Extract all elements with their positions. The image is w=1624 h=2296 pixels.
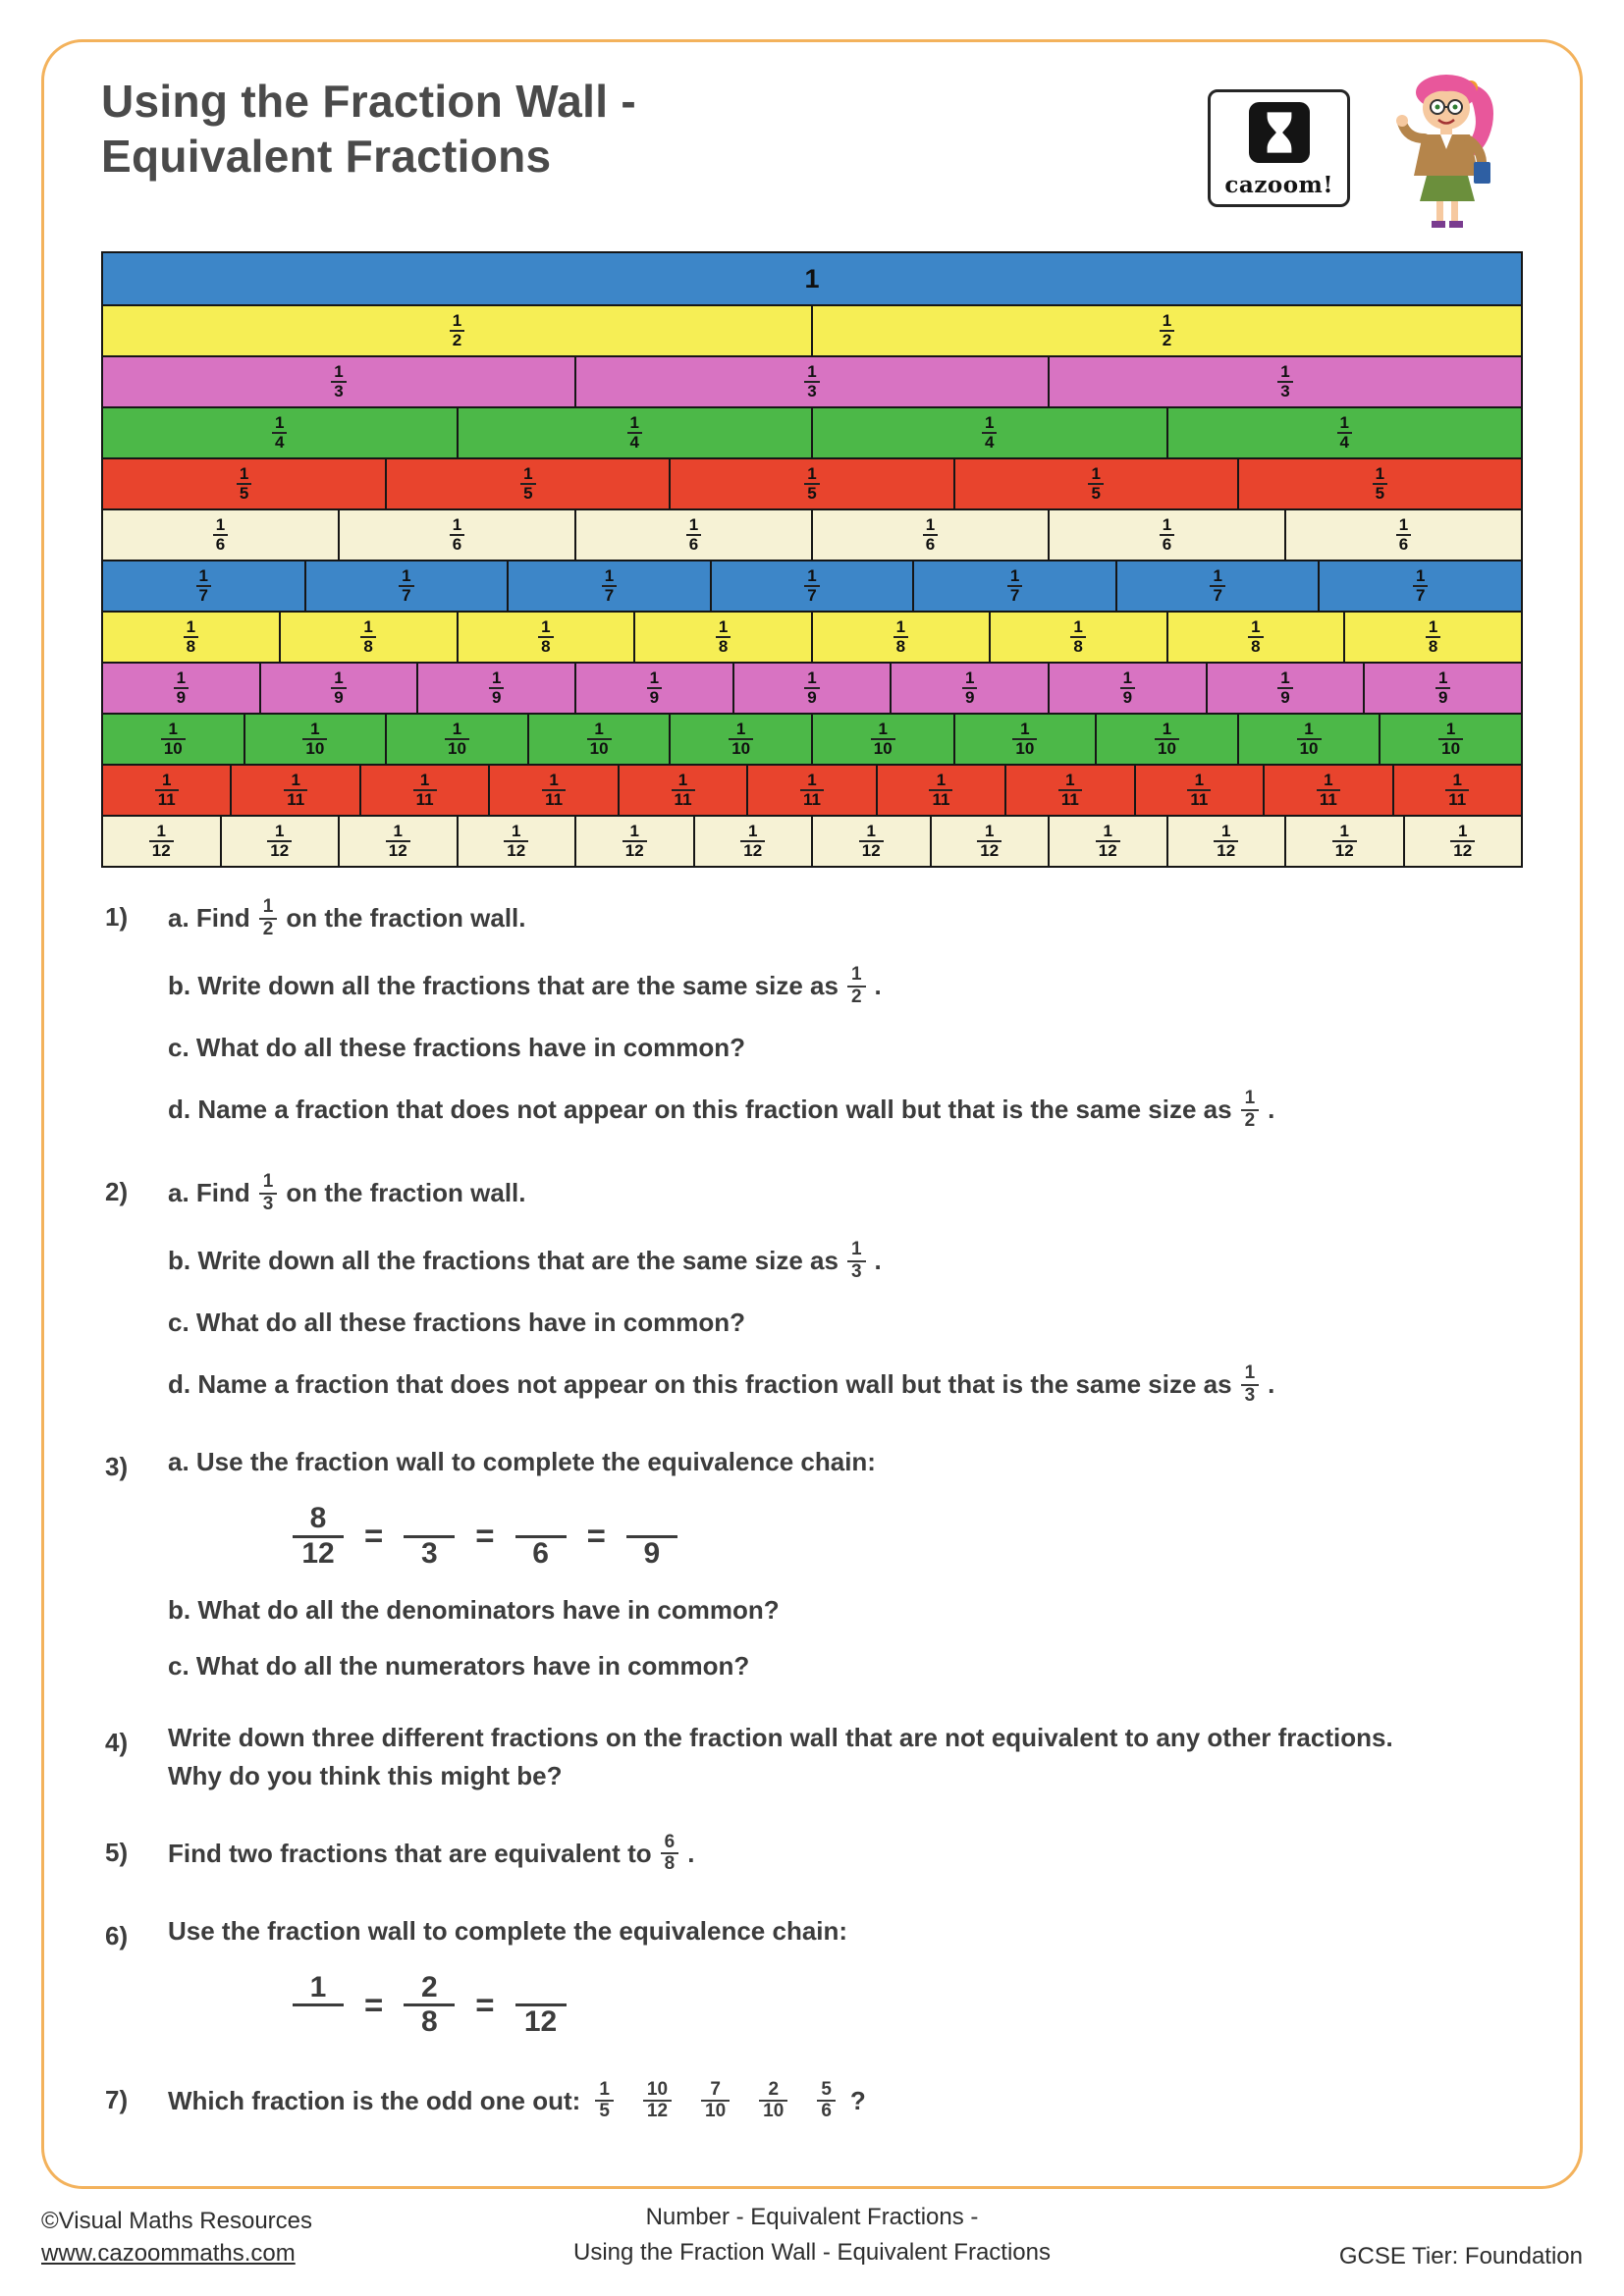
wall-fraction: $\frac{1}{12}$ bbox=[977, 823, 1001, 861]
question-line bbox=[168, 1651, 1523, 1682]
equivalence-chain bbox=[284, 1972, 1523, 2039]
fraction-wall-cell bbox=[1284, 510, 1521, 560]
question-line bbox=[168, 965, 1523, 1007]
fraction-wall-row-11 bbox=[103, 764, 1521, 815]
inline-fraction: $\frac{1}{3}$ bbox=[259, 1172, 278, 1214]
fraction-wall-cell bbox=[890, 664, 1048, 713]
fraction-wall-cell bbox=[1284, 817, 1403, 866]
fraction-wall-cell bbox=[1166, 613, 1344, 662]
wall-fraction: $\frac{1}{7}$ bbox=[1007, 567, 1022, 606]
fraction-wall-cell bbox=[574, 664, 732, 713]
fraction-wall-cell bbox=[1237, 459, 1521, 508]
header bbox=[101, 68, 1523, 238]
inline-fraction: $\frac{2}{8}$ bbox=[404, 1972, 455, 2039]
page-title-line-2: Equivalent Fractions bbox=[101, 131, 552, 183]
question-line bbox=[168, 1447, 1523, 1477]
fraction-wall-cell bbox=[507, 561, 710, 611]
fraction-wall-cell bbox=[103, 306, 811, 355]
wall-fraction: $\frac{1}{12}$ bbox=[267, 823, 292, 861]
wall-fraction: $\frac{1}{11}$ bbox=[672, 772, 695, 810]
wall-fraction: $\frac{1}{6}$ bbox=[686, 516, 701, 555]
footer bbox=[41, 2200, 1583, 2270]
fraction-wall-cell bbox=[338, 510, 574, 560]
wall-fraction: $\frac{1}{10}$ bbox=[1438, 721, 1463, 759]
fraction-wall-cell bbox=[618, 766, 746, 815]
wall-fraction: $\frac{1}{12}$ bbox=[386, 823, 410, 861]
fraction-wall-cell bbox=[811, 715, 953, 764]
fraction-wall-cell bbox=[1363, 664, 1521, 713]
question-line bbox=[168, 1595, 1523, 1626]
wall-fraction: $\frac{1}{5}$ bbox=[520, 465, 535, 504]
question-body bbox=[168, 1447, 1523, 1682]
footer-tier: GCSE Tier: Foundation bbox=[1338, 2243, 1583, 2269]
wall-fraction: $\frac{1}{2}$ bbox=[450, 312, 464, 350]
wall-fraction: $\frac{1}{9}$ bbox=[1277, 669, 1292, 708]
wall-fraction: $\frac{1}{8}$ bbox=[1248, 618, 1263, 657]
wall-fraction: $\frac{1}{5}$ bbox=[1088, 465, 1103, 504]
wall-fraction: $\frac{1}{9}$ bbox=[1435, 669, 1450, 708]
fraction-wall-cell bbox=[1048, 357, 1521, 406]
fraction-wall-cell bbox=[710, 561, 913, 611]
wall-fraction: $\frac{1}{10}$ bbox=[729, 721, 753, 759]
question-body bbox=[168, 1916, 1523, 2039]
wall-fraction: $\frac{1}{3}$ bbox=[804, 363, 819, 401]
wall-fraction: $\frac{1}{5}$ bbox=[804, 465, 819, 504]
fraction-wall-cell bbox=[732, 664, 891, 713]
fraction-wall-row-2 bbox=[103, 304, 1521, 355]
page-title bbox=[101, 74, 1208, 184]
wall-fraction: $\frac{1}{11}$ bbox=[542, 772, 566, 810]
fraction-wall-cell bbox=[304, 561, 508, 611]
fraction-wall-cell bbox=[1115, 561, 1319, 611]
wall-fraction: $\frac{1}{12}$ bbox=[1096, 823, 1120, 861]
wall-fraction: $\frac{1}{11}$ bbox=[1187, 772, 1211, 810]
inline-fraction: 6 bbox=[515, 1503, 567, 1570]
fraction-wall-cell bbox=[1318, 561, 1521, 611]
wall-fraction: $\frac{1}{12}$ bbox=[149, 823, 174, 861]
wall-fraction: $\frac{1}{2}$ bbox=[1160, 312, 1174, 350]
question-body bbox=[168, 897, 1523, 1131]
fraction-wall-cell bbox=[244, 715, 386, 764]
fraction-wall-cell bbox=[259, 664, 417, 713]
wall-fraction: $\frac{1}{8}$ bbox=[360, 618, 375, 657]
wall-fraction: $\frac{1}{6}$ bbox=[1396, 516, 1411, 555]
fraction-wall-cell bbox=[930, 817, 1049, 866]
worksheet-page bbox=[41, 39, 1583, 2189]
question-6 bbox=[105, 1916, 1523, 2039]
question-body bbox=[168, 2080, 1523, 2122]
wall-fraction: $\frac{1}{5}$ bbox=[1373, 465, 1387, 504]
wall-fraction: $\frac{1}{11}$ bbox=[155, 772, 179, 810]
question-text: . bbox=[874, 971, 882, 1001]
question-text: = bbox=[364, 1518, 384, 1555]
wall-fraction: $\frac{1}{11}$ bbox=[1445, 772, 1469, 810]
footer-topic-line-1: Number - Equivalent Fractions - bbox=[645, 2204, 979, 2230]
cazoom-logo-text: cazoom! bbox=[1224, 172, 1333, 198]
cazoom-glass-icon bbox=[1249, 102, 1310, 168]
wall-fraction: $\frac{1}{9}$ bbox=[804, 669, 819, 708]
wall-fraction: $\frac{1}{12}$ bbox=[1214, 823, 1238, 861]
question-line bbox=[168, 897, 1523, 939]
inline-fraction: $\frac{8}{12}$ bbox=[293, 1503, 344, 1570]
fraction-wall-cell bbox=[338, 817, 457, 866]
footer-left bbox=[41, 2205, 427, 2270]
fraction-wall-cell bbox=[811, 306, 1521, 355]
question-7 bbox=[105, 2080, 1523, 2122]
question-line bbox=[168, 1761, 1523, 1791]
inline-fraction: $\frac{1}{2}$ bbox=[259, 897, 278, 939]
question-text: = bbox=[475, 1986, 495, 2023]
wall-fraction: $\frac{1}{10}$ bbox=[587, 721, 612, 759]
page-title-line-1: Using the Fraction Wall - bbox=[101, 76, 637, 127]
fraction-wall-cell bbox=[746, 766, 875, 815]
question-text: b. What do all the denominators have in common? bbox=[168, 1594, 780, 1625]
fraction-wall-cell bbox=[574, 357, 1048, 406]
fraction-wall-cell bbox=[1095, 715, 1237, 764]
wall-fraction: $\frac{1}{11}$ bbox=[800, 772, 824, 810]
inline-fraction: $\frac{5}{6}$ bbox=[817, 2080, 836, 2122]
fraction-wall-cell bbox=[811, 510, 1048, 560]
fraction-wall-row-4 bbox=[103, 406, 1521, 457]
wall-fraction: $\frac{1}{8}$ bbox=[1070, 618, 1085, 657]
fraction-wall-cell bbox=[279, 613, 457, 662]
wall-fraction: $\frac{1}{12}$ bbox=[504, 823, 528, 861]
question-text: a. Find bbox=[168, 903, 250, 934]
wall-fraction: $\frac{1}{6}$ bbox=[1160, 516, 1174, 555]
question-line bbox=[168, 1033, 1523, 1063]
wall-fraction: $\frac{1}{8}$ bbox=[893, 618, 908, 657]
fraction-wall-cell bbox=[989, 613, 1166, 662]
fraction-wall-cell bbox=[1048, 817, 1166, 866]
fraction-wall-row-3 bbox=[103, 355, 1521, 406]
fraction-wall-cell bbox=[103, 817, 220, 866]
inline-fraction: $\frac{1}{3}$ bbox=[847, 1240, 866, 1282]
question-text: a. Use the fraction wall to complete the equivalence chain: bbox=[168, 1447, 876, 1477]
question-line bbox=[168, 1172, 1523, 1214]
fraction-wall-cell bbox=[103, 357, 574, 406]
question-line bbox=[168, 1308, 1523, 1338]
fraction-wall-cell bbox=[574, 817, 693, 866]
fraction-wall-cell bbox=[876, 766, 1004, 815]
fraction-wall-cell bbox=[385, 715, 527, 764]
fraction-wall-cell bbox=[457, 613, 634, 662]
question-number: 6) bbox=[105, 1921, 129, 1950]
fraction-wall-cell bbox=[811, 408, 1166, 457]
fraction-wall-cell bbox=[1403, 817, 1522, 866]
fraction-wall-row-10 bbox=[103, 713, 1521, 764]
wall-fraction: $\frac{1}{9}$ bbox=[331, 669, 346, 708]
fraction-wall-row-6 bbox=[103, 508, 1521, 560]
question-text: d. Name a fraction that does not appear on this fraction wall but that is the same size as bbox=[168, 1369, 1232, 1400]
fraction-wall-cell bbox=[669, 459, 952, 508]
fraction-wall-cell bbox=[103, 510, 338, 560]
fraction-wall-cell bbox=[1004, 766, 1133, 815]
wall-fraction: $\frac{1}{10}$ bbox=[1155, 721, 1179, 759]
fraction-wall-cell bbox=[953, 459, 1237, 508]
fraction-wall-cell bbox=[669, 715, 811, 764]
question-line bbox=[168, 1240, 1523, 1282]
fraction-wall-cell bbox=[1343, 613, 1521, 662]
inline-fraction: $\frac{7}{10}$ bbox=[701, 2080, 730, 2122]
inline-fraction: $\frac{10}{12}$ bbox=[643, 2080, 672, 2122]
fraction-wall-cell bbox=[103, 253, 1521, 304]
footer-center bbox=[427, 2200, 1198, 2270]
question-3 bbox=[105, 1447, 1523, 1682]
fraction-wall-cell bbox=[1237, 715, 1380, 764]
question-text: Find two fractions that are equivalent to bbox=[168, 1838, 652, 1868]
fraction-wall-cell bbox=[103, 613, 279, 662]
question-text: c. What do all the numerators have in common? bbox=[168, 1650, 750, 1681]
question-line bbox=[168, 1723, 1523, 1753]
question-text: on the fraction wall. bbox=[286, 903, 526, 934]
fraction-wall-cell bbox=[457, 408, 812, 457]
question-text: = bbox=[364, 1986, 384, 2023]
fraction-wall-cell bbox=[1166, 817, 1285, 866]
question-text: . bbox=[874, 1246, 882, 1276]
question-line bbox=[168, 2080, 1523, 2122]
wall-fraction: $\frac{1}{4}$ bbox=[1337, 414, 1352, 453]
question-text: c. What do all these fractions have in common? bbox=[168, 1308, 745, 1338]
inline-fraction: 3 bbox=[404, 1503, 455, 1570]
copyright-text: ©Visual Maths Resources bbox=[41, 2207, 313, 2234]
wall-fraction: $\frac{1}{6}$ bbox=[923, 516, 938, 555]
fraction-wall-row-5 bbox=[103, 457, 1521, 508]
wall-fraction: $\frac{1}{9}$ bbox=[1120, 669, 1135, 708]
fraction-wall-cell bbox=[1206, 664, 1364, 713]
wall-fraction: $\frac{1}{7}$ bbox=[1413, 567, 1428, 606]
wall-fraction: $\frac{1}{6}$ bbox=[450, 516, 464, 555]
wall-fraction: $\frac{1}{8}$ bbox=[1426, 618, 1440, 657]
wall-fraction: $\frac{1}{4}$ bbox=[627, 414, 642, 453]
question-body bbox=[168, 1833, 1523, 1875]
wall-fraction: $\frac{1}{7}$ bbox=[399, 567, 413, 606]
fraction-wall-cell bbox=[953, 715, 1096, 764]
inline-fraction: $\frac{1}{5}$ bbox=[595, 2080, 614, 2122]
inline-fraction: $\frac{1}{3}$ bbox=[1241, 1363, 1260, 1406]
wall-fraction: $\frac{1}{7}$ bbox=[1210, 567, 1224, 606]
fraction-wall-cell bbox=[220, 817, 339, 866]
question-text: Which fraction is the odd one out: bbox=[168, 2085, 581, 2115]
fraction-wall-cell bbox=[811, 817, 930, 866]
wall-fraction: $\frac{1}{11}$ bbox=[1317, 772, 1340, 810]
fraction-wall-cell bbox=[1048, 510, 1284, 560]
fraction-wall-cell bbox=[103, 561, 304, 611]
wall-fraction: $\frac{1}{10}$ bbox=[302, 721, 327, 759]
wall-fraction: $\frac{1}{9}$ bbox=[962, 669, 977, 708]
wall-fraction: $\frac{1}{8}$ bbox=[184, 618, 198, 657]
whole-label: 1 bbox=[804, 263, 820, 294]
wall-fraction: $\frac{1}{7}$ bbox=[196, 567, 211, 606]
question-line bbox=[168, 1916, 1523, 1947]
question-text: . bbox=[687, 1838, 695, 1868]
fraction-wall-cell bbox=[103, 408, 457, 457]
fraction-wall-cell bbox=[574, 510, 811, 560]
fraction-wall-cell bbox=[416, 664, 574, 713]
fraction-wall-cell bbox=[527, 715, 670, 764]
fraction-wall-cell bbox=[359, 766, 488, 815]
question-body bbox=[168, 1723, 1523, 1791]
wall-fraction: $\frac{1}{11}$ bbox=[413, 772, 437, 810]
wall-fraction: $\frac{1}{5}$ bbox=[237, 465, 251, 504]
wall-fraction: $\frac{1}{9}$ bbox=[647, 669, 662, 708]
fraction-wall-cell bbox=[385, 459, 669, 508]
fraction-wall-cell bbox=[1166, 408, 1522, 457]
question-text: . bbox=[1268, 1369, 1275, 1400]
fraction-wall-cell bbox=[488, 766, 617, 815]
wall-fraction: $\frac{1}{4}$ bbox=[982, 414, 997, 453]
fraction-wall-row-12 bbox=[103, 815, 1521, 866]
cazoom-logo bbox=[1208, 89, 1350, 207]
question-text: ? bbox=[849, 2085, 866, 2115]
question-number: 1) bbox=[105, 902, 129, 932]
wall-fraction: $\frac{1}{8}$ bbox=[716, 618, 731, 657]
wall-fraction: $\frac{1}{12}$ bbox=[859, 823, 884, 861]
question-number: 7) bbox=[105, 2084, 129, 2114]
question-text: b. Write down all the fractions that are the same size as bbox=[168, 971, 839, 1001]
fraction-wall-row-7 bbox=[103, 560, 1521, 611]
fraction-wall-cell bbox=[1134, 766, 1263, 815]
question-line bbox=[168, 1363, 1523, 1406]
question-text: . bbox=[1268, 1095, 1275, 1125]
question-text: c. What do all these fractions have in common? bbox=[168, 1033, 745, 1063]
fraction-wall-cell bbox=[103, 664, 259, 713]
wall-fraction: $\frac{1}{10}$ bbox=[1012, 721, 1037, 759]
wall-fraction: $\frac{1}{6}$ bbox=[213, 516, 228, 555]
question-number: 2) bbox=[105, 1177, 129, 1207]
wall-fraction: $\frac{1}{3}$ bbox=[1277, 363, 1292, 401]
fraction-wall-row-1 bbox=[103, 253, 1521, 304]
fraction-wall-row-9 bbox=[103, 662, 1521, 713]
fraction-wall-cell bbox=[103, 766, 230, 815]
fraction-wall-cell bbox=[1263, 766, 1391, 815]
wall-fraction: $\frac{1}{9}$ bbox=[489, 669, 504, 708]
wall-fraction: $\frac{1}{11}$ bbox=[284, 772, 307, 810]
teacher-cartoon-illustration bbox=[1376, 68, 1523, 238]
wall-fraction: $\frac{1}{10}$ bbox=[161, 721, 186, 759]
footer-topic-line-2: Using the Fraction Wall - Equivalent Fractions bbox=[573, 2239, 1051, 2266]
fraction-wall-row-8 bbox=[103, 611, 1521, 662]
fraction-wall-cell bbox=[230, 766, 358, 815]
equivalence-chain bbox=[284, 1503, 1523, 1570]
wall-fraction: $\frac{1}{12}$ bbox=[1332, 823, 1357, 861]
wall-fraction: $\frac{1}{12}$ bbox=[1450, 823, 1475, 861]
inline-fraction: $\frac{6}{8}$ bbox=[661, 1833, 679, 1875]
fraction-wall-cell bbox=[1392, 766, 1521, 815]
wall-fraction: $\frac{1}{10}$ bbox=[1297, 721, 1322, 759]
wall-fraction: $\frac{1}{10}$ bbox=[871, 721, 895, 759]
question-text: = bbox=[586, 1518, 606, 1555]
fraction-wall-cell bbox=[1048, 664, 1206, 713]
question-text: Why do you think this might be? bbox=[168, 1760, 563, 1790]
question-2 bbox=[105, 1172, 1523, 1406]
inline-fraction: 9 bbox=[626, 1503, 677, 1570]
inline-fraction: $\frac{1}{2}$ bbox=[847, 965, 866, 1007]
wall-fraction: $\frac{1}{12}$ bbox=[623, 823, 647, 861]
wall-fraction: $\frac{1}{7}$ bbox=[602, 567, 617, 606]
website-link[interactable]: www.cazoommaths.com bbox=[41, 2240, 296, 2268]
question-number: 3) bbox=[105, 1452, 129, 1482]
question-text: on the fraction wall. bbox=[286, 1178, 526, 1208]
fraction-wall-cell bbox=[912, 561, 1115, 611]
question-text: Use the fraction wall to complete the equivalence chain: bbox=[168, 1916, 848, 1946]
question-text: a. Find bbox=[168, 1178, 250, 1208]
question-line bbox=[168, 1833, 1523, 1875]
questions bbox=[101, 897, 1523, 2122]
fraction-wall-cell bbox=[811, 613, 989, 662]
wall-fraction: $\frac{1}{10}$ bbox=[445, 721, 469, 759]
question-text: Write down three different fractions on the fraction wall that are not equivalent to any other fractions. bbox=[168, 1722, 1393, 1752]
fraction-wall-cell bbox=[103, 715, 244, 764]
wall-fraction: $\frac{1}{3}$ bbox=[331, 363, 346, 401]
wall-fraction: $\frac{1}{11}$ bbox=[929, 772, 952, 810]
wall-fraction: $\frac{1}{12}$ bbox=[740, 823, 765, 861]
wall-fraction: $\frac{1}{4}$ bbox=[272, 414, 287, 453]
inline-fraction: $\frac{1}{2}$ bbox=[1241, 1089, 1260, 1131]
fraction-wall-cell bbox=[103, 459, 385, 508]
question-text: = bbox=[475, 1518, 495, 1555]
question-line bbox=[168, 1089, 1523, 1131]
question-text: b. Write down all the fractions that are the same size as bbox=[168, 1246, 839, 1276]
question-4 bbox=[105, 1723, 1523, 1791]
question-1 bbox=[105, 897, 1523, 1131]
wall-fraction: $\frac{1}{11}$ bbox=[1058, 772, 1082, 810]
question-body bbox=[168, 1172, 1523, 1406]
fraction-wall bbox=[101, 251, 1523, 868]
question-5 bbox=[105, 1833, 1523, 1875]
question-text: d. Name a fraction that does not appear on this fraction wall but that is the same size as bbox=[168, 1095, 1232, 1125]
inline-fraction: $\frac{2}{10}$ bbox=[759, 2080, 787, 2122]
fraction-wall-cell bbox=[457, 817, 575, 866]
fraction-wall-cell bbox=[633, 613, 811, 662]
fraction-wall-cell bbox=[1379, 715, 1521, 764]
wall-fraction: $\frac{1}{7}$ bbox=[804, 567, 819, 606]
fraction-wall-cell bbox=[693, 817, 812, 866]
wall-fraction: $\frac{1}{9}$ bbox=[174, 669, 189, 708]
wall-fraction: $\frac{1}{8}$ bbox=[538, 618, 553, 657]
question-number: 4) bbox=[105, 1727, 129, 1757]
inline-fraction: 12 bbox=[515, 1972, 567, 2039]
inline-fraction: 1 bbox=[293, 1972, 344, 2039]
question-number: 5) bbox=[105, 1837, 129, 1867]
